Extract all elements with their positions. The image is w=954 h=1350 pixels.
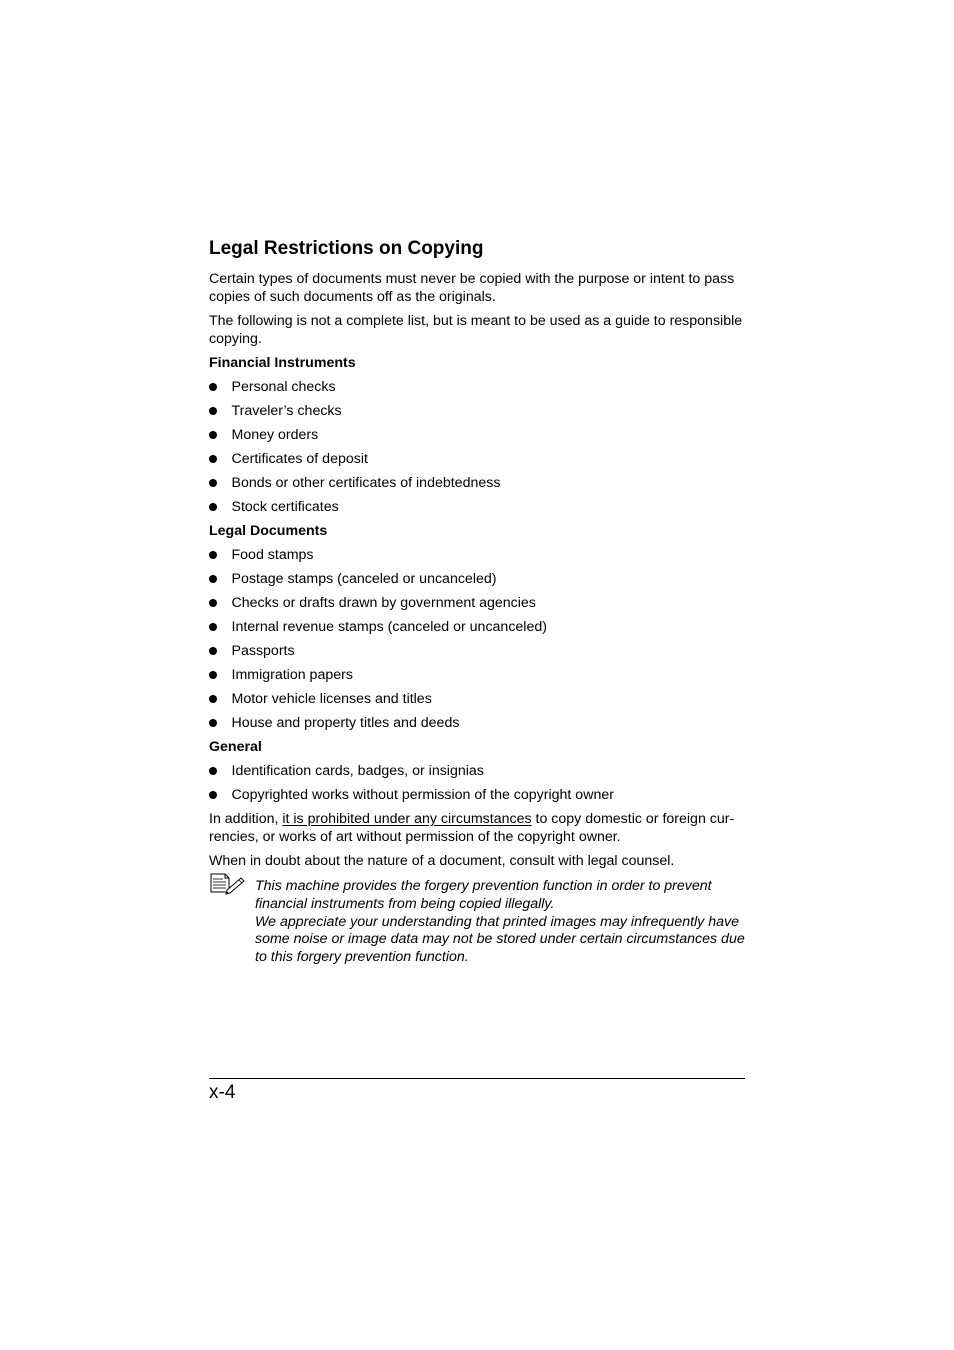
list-item (209, 594, 745, 612)
list-item (209, 378, 745, 396)
list-item (209, 474, 745, 492)
bullet-icon (209, 503, 217, 511)
footer-divider (209, 1078, 745, 1079)
general-list (209, 762, 745, 804)
bullet-icon (209, 623, 217, 631)
list-item (209, 426, 745, 444)
addition-text-before: In addition, (209, 811, 283, 827)
list-item (209, 546, 745, 564)
list-item (209, 618, 745, 636)
section-heading-financial-instruments: Financial Instruments (209, 355, 356, 371)
list-item-label: Copyrighted works without permission of the copyright owner (231, 787, 614, 803)
bullet-icon (209, 431, 217, 439)
note-line: This machine provides the forgery prevention function in order to prevent financial instruments from being copied illegally. (255, 878, 712, 912)
note-pencil-icon (209, 873, 245, 899)
bullet-icon (209, 719, 217, 727)
list-item-label: Immigration papers (231, 667, 353, 683)
bullet-icon (209, 791, 217, 799)
legal-documents-list (209, 546, 745, 732)
financial-instruments-list (209, 378, 745, 516)
list-item-label: Traveler’s checks (231, 403, 342, 419)
note-box (209, 878, 745, 967)
page-title: Legal Restrictions on Copying (209, 238, 484, 259)
list-item-label: Personal checks (231, 379, 336, 395)
list-item-label: Food stamps (231, 547, 314, 563)
list-item (209, 786, 745, 804)
intro-paragraph: Certain types of documents must never be copied with the purpose or intent to pass copies of such documents off as the originals. (209, 271, 735, 305)
bullet-icon (209, 455, 217, 463)
list-item-label: Internal revenue stamps (canceled or uncanceled) (231, 619, 547, 635)
addition-paragraph (209, 810, 745, 846)
bullet-icon (209, 767, 217, 775)
note-line: We appreciate your understanding that printed images may infrequently have some noise or image data may not be stored under certain circumstances due to this forgery prevention function. (255, 913, 745, 966)
bullet-icon (209, 671, 217, 679)
list-item (209, 714, 745, 732)
prohibited-emphasis: it is prohibited under any circumstances (282, 811, 532, 827)
list-item (209, 762, 745, 780)
intro-paragraph: The following is not a complete list, but is meant to be used as a guide to responsible copying. (209, 313, 743, 347)
list-item-label: Identification cards, badges, or insignias (231, 763, 484, 779)
section-heading-general: General (209, 739, 262, 755)
section-heading-legal-documents: Legal Documents (209, 523, 328, 539)
list-item (209, 450, 745, 468)
note-text (255, 878, 745, 967)
list-item (209, 690, 745, 708)
list-item-label: Stock certificates (231, 499, 339, 515)
bullet-icon (209, 647, 217, 655)
list-item (209, 666, 745, 684)
page-content (209, 236, 745, 967)
list-item (209, 570, 745, 588)
list-item-label: Certificates of deposit (231, 451, 368, 467)
bullet-icon (209, 407, 217, 415)
list-item-label: Money orders (231, 427, 319, 443)
bullet-icon (209, 383, 217, 391)
bullet-icon (209, 695, 217, 703)
list-item (209, 498, 745, 516)
addition-text-after: to copy domestic or foreign cur-rencies, or works of art without permission of the copyright owner. (209, 811, 735, 845)
list-item-label: Checks or drafts drawn by government agencies (231, 595, 536, 611)
list-item (209, 642, 745, 660)
list-item-label: Postage stamps (canceled or uncanceled) (231, 571, 497, 587)
list-item-label: Passports (231, 643, 295, 659)
page-number: x-4 (209, 1082, 236, 1103)
doubt-paragraph: When in doubt about the nature of a document, consult with legal counsel. (209, 853, 675, 869)
bullet-icon (209, 551, 217, 559)
list-item-label: Motor vehicle licenses and titles (231, 691, 432, 707)
bullet-icon (209, 575, 217, 583)
bullet-icon (209, 479, 217, 487)
bullet-icon (209, 599, 217, 607)
list-item-label: Bonds or other certificates of indebtedness (231, 475, 501, 491)
list-item (209, 402, 745, 420)
list-item-label: House and property titles and deeds (231, 715, 460, 731)
